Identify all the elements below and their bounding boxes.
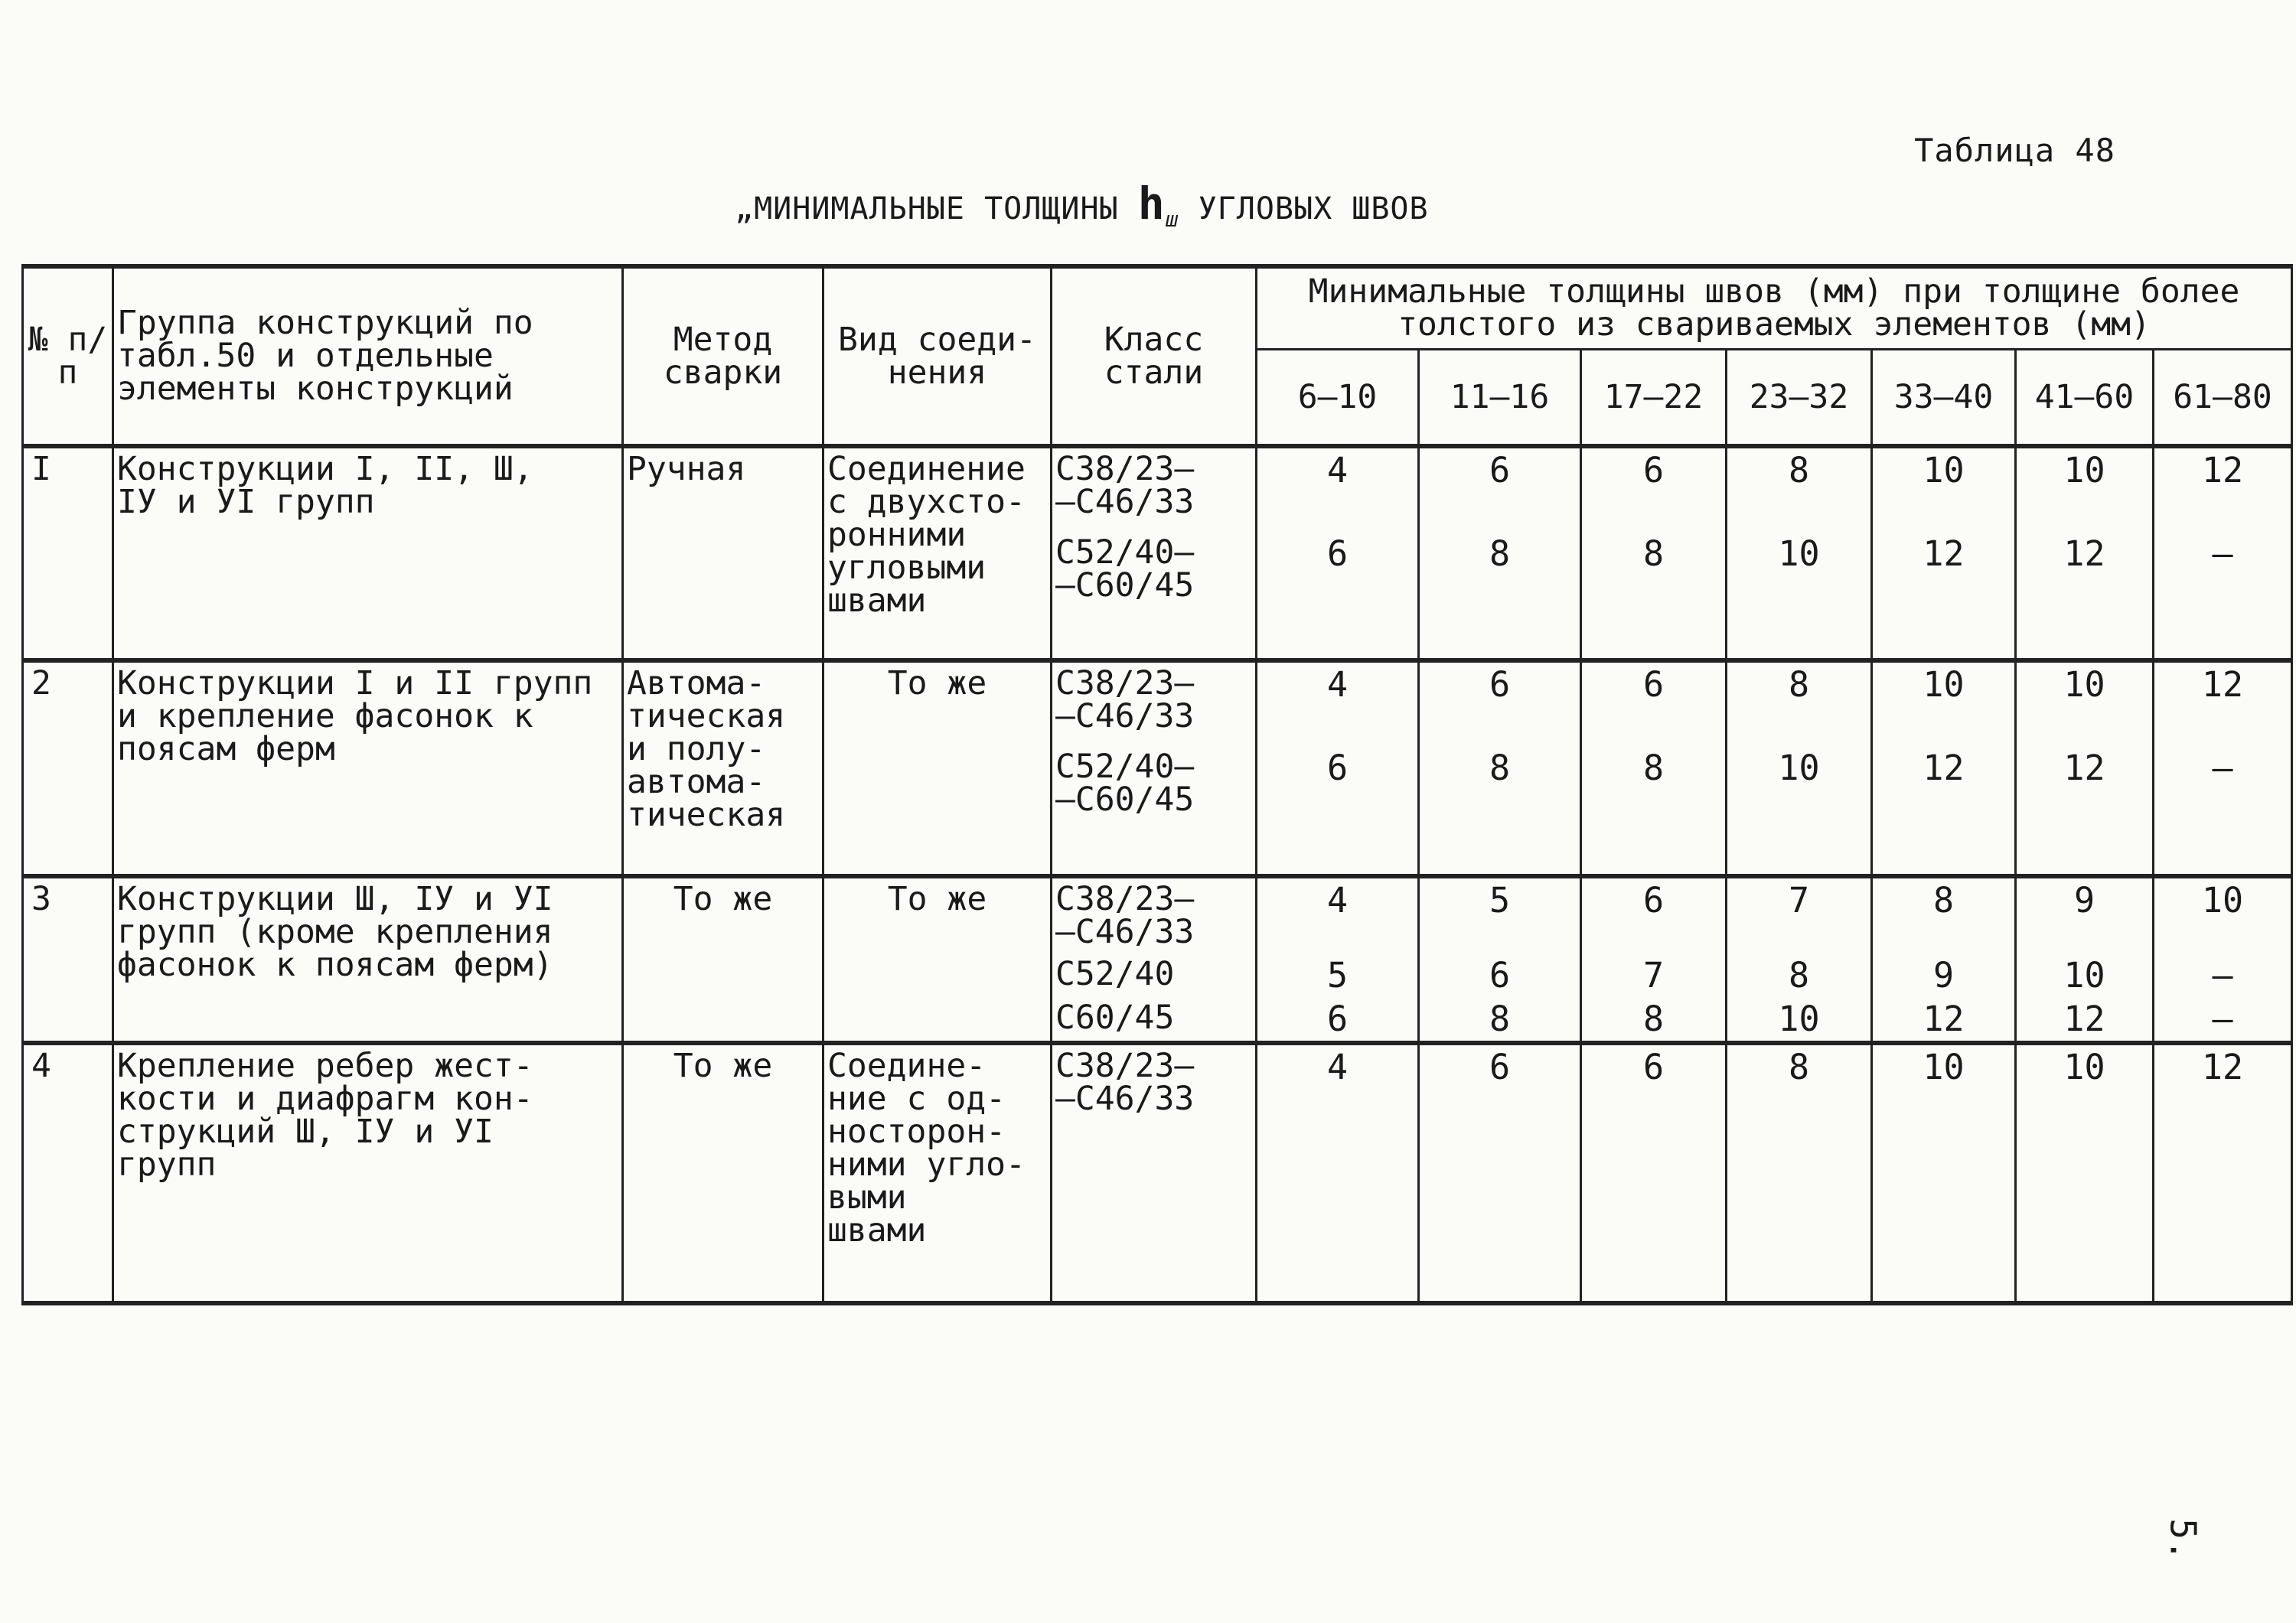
header-joint: Вид соеди-нения [823,266,1052,446]
cell-line: тическая [627,697,786,735]
welding-method [623,660,823,876]
cell-line: Автома- [627,664,766,702]
steel-class [1052,446,1257,532]
table-body [23,446,2292,1303]
cell-line: То же [887,664,987,702]
thickness-value: 6 [1419,953,1581,997]
thickness-value: 8 [1727,953,1872,997]
thickness-value: 8 [1419,532,1581,660]
thickness-value: 7 [1727,876,1872,953]
title-prefix: „МИНИМАЛЬНЫЕ ТОЛЩИНЫ [735,191,1138,227]
cell-line: Конструкции I и II групп [117,664,593,702]
thickness-value: 8 [1581,532,1727,660]
thickness-value: 10 [2016,953,2154,997]
steel-class [1052,746,1257,876]
header-steel: Класс стали [1052,266,1257,446]
row-number: I [23,446,113,660]
thickness-value: 8 [1419,997,1581,1043]
header-row [23,266,2292,350]
cell-line: ние с од- [827,1080,1006,1118]
cell-line: кости и диафрагм кон- [117,1080,533,1118]
thickness-value: 8 [1872,876,2016,953]
cell-line: фасонок к поясам ферм) [117,946,553,984]
thickness-value: 12 [2154,660,2292,746]
cell-line: С52/40– [1055,533,1195,572]
title-suffix: УГЛОВЫХ ШВОВ [1179,191,1429,227]
thickness-value: 10 [1872,1043,2016,1303]
construction-group [113,876,623,1043]
thickness-value: 10 [1727,746,1872,876]
cell-line: и крепление фасонок к [117,697,533,735]
cell-line: Соединение [827,450,1026,488]
thickness-value: 12 [1872,997,2016,1043]
header-num: № п/п [23,266,113,446]
construction-group [113,446,623,660]
cell-line: С60/45 [1055,999,1175,1037]
thickness-value: – [2154,953,2292,997]
thickness-value: 9 [1872,953,2016,997]
thickness-value: 8 [1727,660,1872,746]
thickness-value: 12 [2016,997,2154,1043]
header-range: 6–10 [1257,350,1419,447]
steel-class [1052,953,1257,997]
thickness-value: 6 [1581,876,1727,953]
cell-line: автома- [627,763,766,801]
thickness-value: 4 [1257,446,1419,532]
thickness-value: 10 [2016,660,2154,746]
thickness-value: 8 [1581,746,1727,876]
thickness-value: 12 [2016,532,2154,660]
thickness-value: 9 [2016,876,2154,953]
thickness-value: 8 [1419,746,1581,876]
table-row [23,876,2292,953]
cell-line: То же [673,880,773,918]
weld-thickness-table [21,264,2293,1305]
cell-line: ними угло- [827,1146,1026,1184]
cell-line: –С46/33 [1055,1080,1195,1118]
welding-method [623,1043,823,1303]
construction-group [113,1043,623,1303]
cell-line: и полу- [627,730,766,768]
cell-line: Конструкции I, II, Ш, [117,450,533,488]
header-group: Группа конструкций по табл.50 и отдельные элементы конструкций [113,266,623,446]
thickness-value: 6 [1257,532,1419,660]
thickness-value: – [2154,997,2292,1043]
joint-type [823,446,1052,660]
page-title [735,178,1429,232]
thickness-value: 10 [2016,446,2154,532]
thickness-value: 10 [1727,532,1872,660]
steel-class [1052,1043,1257,1303]
cell-line: С52/40 [1055,955,1175,993]
header-thickness: Минимальные толщины швов (мм) при толщине более толстого из свариваемых элементов (мм) [1257,266,2292,350]
thickness-value: 10 [1727,997,1872,1043]
cell-line: швами [827,582,927,620]
thickness-value: 12 [1872,532,2016,660]
row-number: 2 [23,660,113,876]
thickness-value: – [2154,532,2292,660]
cell-line: –С46/33 [1055,697,1195,735]
thickness-value: 12 [1872,746,2016,876]
thickness-value: 4 [1257,660,1419,746]
steel-class [1052,660,1257,746]
thickness-value: 12 [2154,1043,2292,1303]
construction-group [113,660,623,876]
thickness-value: 12 [2016,746,2154,876]
joint-type [823,1043,1052,1303]
cell-line: То же [673,1047,773,1085]
table-row [23,660,2292,746]
cell-line: швами [827,1211,927,1250]
header-range: 33–40 [1872,350,2016,447]
cell-line: тическая [627,796,786,834]
thickness-value: 4 [1257,1043,1419,1303]
thickness-value: 10 [2016,1043,2154,1303]
cell-line: –С46/33 [1055,483,1195,521]
cell-line: То же [887,880,987,918]
thickness-value: 6 [1581,1043,1727,1303]
thickness-value: 5 [1419,876,1581,953]
cell-line: С38/23– [1055,1047,1195,1085]
thickness-value: 6 [1581,660,1727,746]
cell-line: Ручная [627,450,746,488]
thickness-value: 5 [1257,953,1419,997]
title-subscript: ш [1165,207,1179,232]
cell-line: ронними [827,516,967,554]
cell-line: угловыми [827,549,987,587]
header-method: Метод сварки [623,266,823,446]
cell-line: носторон- [827,1113,1006,1151]
joint-type [823,876,1052,1043]
joint-type [823,660,1052,876]
cell-line: С38/23– [1055,880,1195,918]
table-row [23,1043,2292,1303]
cell-line: выми [827,1178,907,1217]
thickness-value: – [2154,746,2292,876]
cell-line: поясам ферм [117,730,335,768]
thickness-value: 12 [2154,446,2292,532]
cell-line: Крепление ребер жест- [117,1047,533,1085]
thickness-value: 8 [1727,446,1872,532]
thickness-value: 10 [1872,446,2016,532]
thickness-value: 6 [1419,660,1581,746]
thickness-value: 6 [1419,446,1581,532]
cell-line: IУ и УI групп [117,483,375,521]
cell-line: групп (кроме крепления [117,913,553,951]
steel-class [1052,997,1257,1043]
cell-line: –С60/45 [1055,781,1195,819]
cell-line: Конструкции Ш, IУ и УI [117,880,553,918]
cell-line: с двухсто- [827,483,1026,521]
thickness-value: 6 [1257,746,1419,876]
cell-line: –С46/33 [1055,913,1195,951]
thickness-value: 6 [1257,997,1419,1043]
header-range: 23–32 [1727,350,1872,447]
row-number: 4 [23,1043,113,1303]
cell-line: групп [117,1146,217,1184]
thickness-value: 7 [1581,953,1727,997]
table-label: Таблица 48 [1914,132,2115,169]
steel-class [1052,532,1257,660]
header-range: 41–60 [2016,350,2154,447]
cell-line: С52/40– [1055,748,1195,786]
thickness-value: 6 [1581,446,1727,532]
table-row [23,446,2292,532]
welding-method [623,876,823,1043]
cell-line: струкций Ш, IУ и УI [117,1113,494,1151]
row-number: 3 [23,876,113,1043]
cell-line: Соедине- [827,1047,987,1085]
welding-method [623,446,823,660]
cell-line: –С60/45 [1055,566,1195,605]
thickness-value: 6 [1419,1043,1581,1303]
header-range: 17–22 [1581,350,1727,447]
title-symbol: h [1137,178,1166,230]
thickness-value: 8 [1581,997,1727,1043]
cell-line: С38/23– [1055,664,1195,702]
steel-class [1052,876,1257,953]
thickness-value: 10 [1872,660,2016,746]
thickness-value: 10 [2154,876,2292,953]
thickness-value: 8 [1727,1043,1872,1303]
header-range: 11–16 [1419,350,1581,447]
thickness-value: 4 [1257,876,1419,953]
header-range: 61–80 [2154,350,2292,447]
page-number: 5. [2162,1518,2204,1561]
cell-line: С38/23– [1055,450,1195,488]
